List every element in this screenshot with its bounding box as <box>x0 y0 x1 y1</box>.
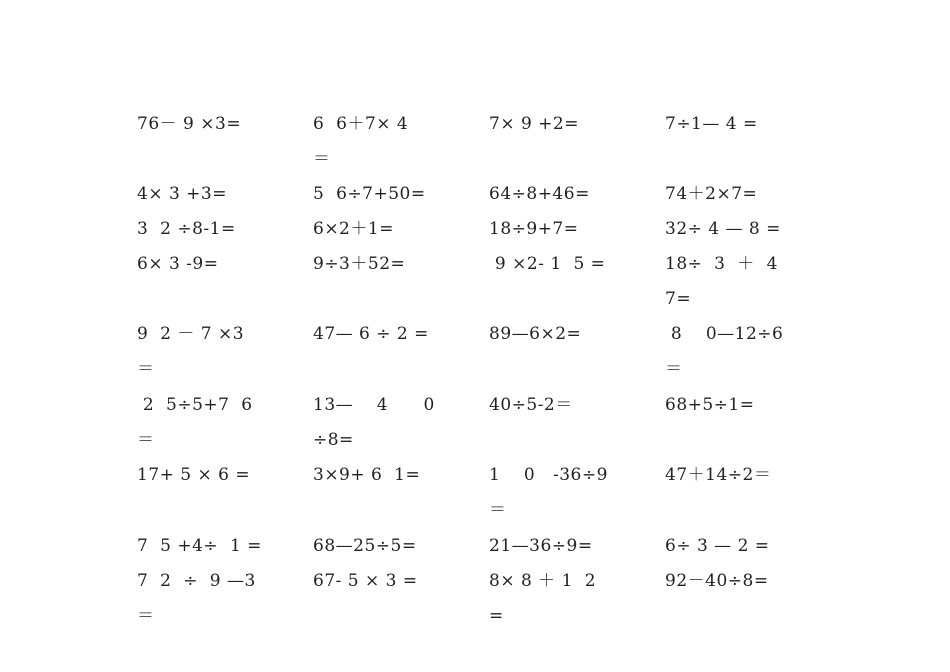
math-problem: 4× 3 +3= <box>137 184 227 204</box>
math-problem: 9 ×2- 1 5 = <box>489 254 606 274</box>
math-problem: 92－40÷8= <box>665 571 769 591</box>
math-problem: 7× 9 +2= <box>489 114 579 134</box>
math-problem: 7 5 +4÷ 1 = <box>137 536 262 556</box>
math-problem: 40÷5-2＝ <box>489 395 573 415</box>
math-problem: 67- 5 × 3 = <box>313 571 418 591</box>
math-problem: 18÷ 3 ＋ 4 7= <box>665 254 778 309</box>
math-problem: 6 6＋7× 4 ＝ <box>313 114 409 169</box>
math-problem: 47＋14÷2＝ <box>665 465 772 485</box>
math-problem: 9 2 － 7 ×3 ＝ <box>137 324 245 379</box>
math-problem: 9÷3＋52= <box>313 254 406 274</box>
math-problem: 17+ 5 × 6 = <box>137 465 251 485</box>
math-problem: 64÷8+46= <box>489 184 590 204</box>
math-problem: 68+5÷1= <box>665 395 755 415</box>
math-problem: 21—36÷9= <box>489 536 593 556</box>
math-problem: 32÷ 4 — 8 = <box>665 219 781 239</box>
math-problem: 5 6÷7+50= <box>313 184 426 204</box>
math-problem: 3×9+ 6 1= <box>313 465 421 485</box>
math-problem: 89—6×2= <box>489 324 582 344</box>
math-problem: 6× 3 -9= <box>137 254 219 274</box>
math-problem: 13— 4 0 ÷8= <box>313 395 435 450</box>
math-problem: 47— 6 ÷ 2 = <box>313 324 429 344</box>
math-problem: 3 2 ÷8-1= <box>137 219 236 239</box>
math-problem: 68—25÷5= <box>313 536 417 556</box>
math-problem: 76－ 9 ×3= <box>137 114 242 134</box>
math-problem: 8 0—12÷6 ＝ <box>665 324 784 379</box>
math-problem: 7÷1— 4 = <box>665 114 758 134</box>
math-problem: 1 0 -36÷9 ＝ <box>489 465 608 520</box>
math-problem: 6×2＋1= <box>313 219 394 239</box>
math-problem: 2 5÷5+7 6 ＝ <box>137 395 253 450</box>
math-problem: 6÷ 3 — 2 = <box>665 536 770 556</box>
math-problem: 18÷9+7= <box>489 219 579 239</box>
math-problem: 74＋2×7= <box>665 184 758 204</box>
math-problem: 7 2 ÷ 9 —3 ＝ <box>137 571 256 626</box>
math-problem: 8× 8 ＋ 1 2 = <box>489 571 597 626</box>
